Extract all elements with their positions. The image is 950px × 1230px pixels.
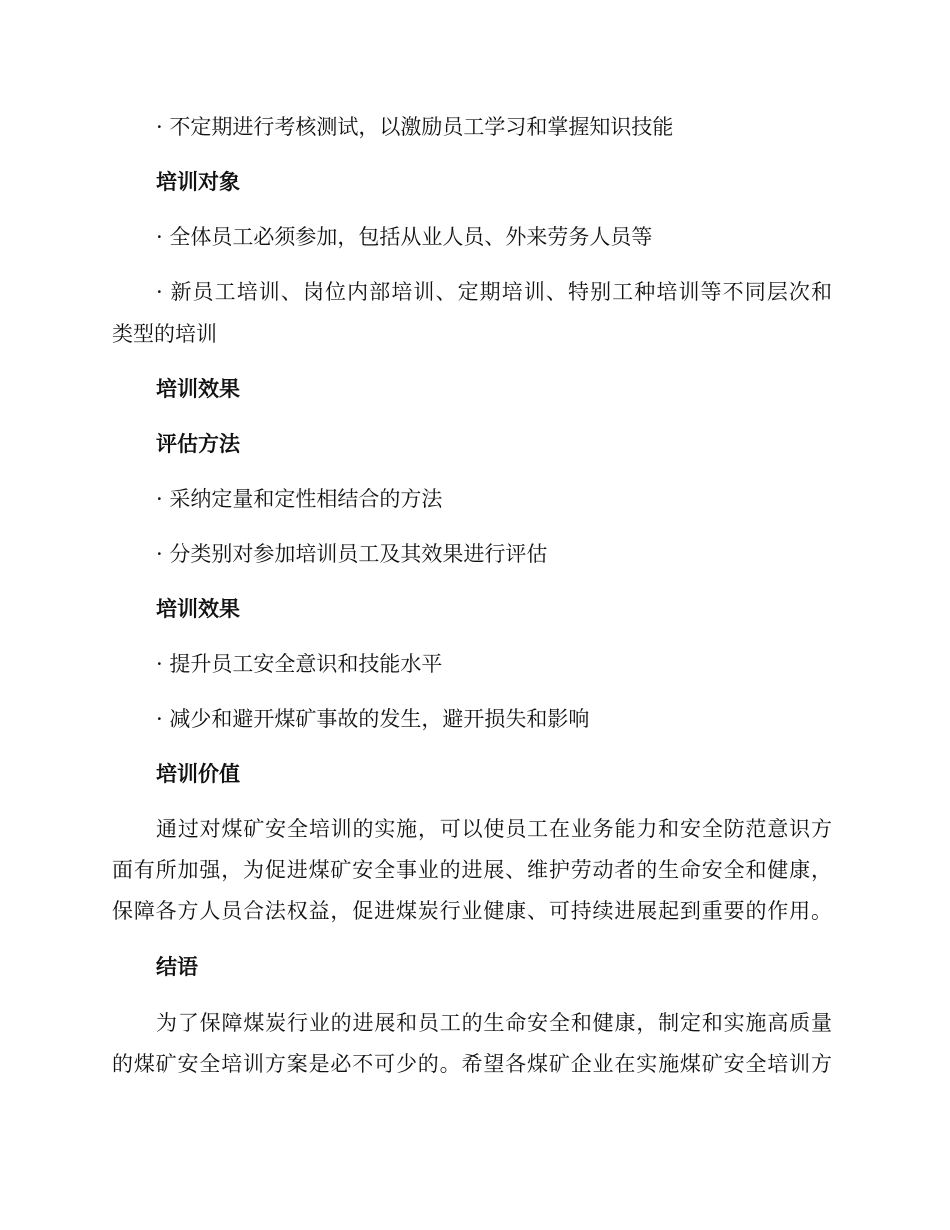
bullet-category-evaluation: · 分类别对参加培训员工及其效果进行评估 [156,542,548,566]
conclusion-paragraph-line2: 的煤矿安全培训方案是必不可少的。希望各煤矿企业在实施煤矿安全培训方 [112,1052,832,1076]
heading-conclusion: 结语 [156,955,198,979]
heading-training-effect-2: 培训效果 [156,597,240,621]
bullet-reduce-accidents: · 减少和避开煤矿事故的发生，避开损失和影响 [156,707,590,731]
heading-evaluation-method: 评估方法 [156,432,240,456]
bullet-all-staff: · 全体员工必须参加，包括从业人员、外来劳务人员等 [156,225,653,249]
conclusion-paragraph-line1: 为了保障煤炭行业的进展和员工的生命安全和健康，制定和实施高质量 [156,1011,832,1035]
value-paragraph-line1: 通过对煤矿安全培训的实施，可以使员工在业务能力和安全防范意识方 [156,817,832,841]
heading-training-effect: 培训效果 [156,377,240,401]
bullet-assessment: · 不定期进行考核测试，以激励员工学习和掌握知识技能 [156,115,674,139]
heading-training-target: 培训对象 [156,170,240,194]
bullet-training-types-line1: · 新员工培训、岗位内部培训、定期培训、特别工种培训等不同层次和 [156,280,832,304]
value-paragraph-line2: 面有所加强，为促进煤矿安全事业的进展、维护劳动者的生命安全和健康， [112,858,832,882]
bullet-improve-awareness: · 提升员工安全意识和技能水平 [156,652,443,676]
value-paragraph-line3: 保障各方人员合法权益，促进煤炭行业健康、可持续进展起到重要的作用。 [112,899,832,923]
heading-training-value: 培训价值 [156,762,240,786]
bullet-quant-qual: · 采纳定量和定性相结合的方法 [156,487,443,511]
bullet-training-types-line2: 类型的培训 [112,322,217,346]
